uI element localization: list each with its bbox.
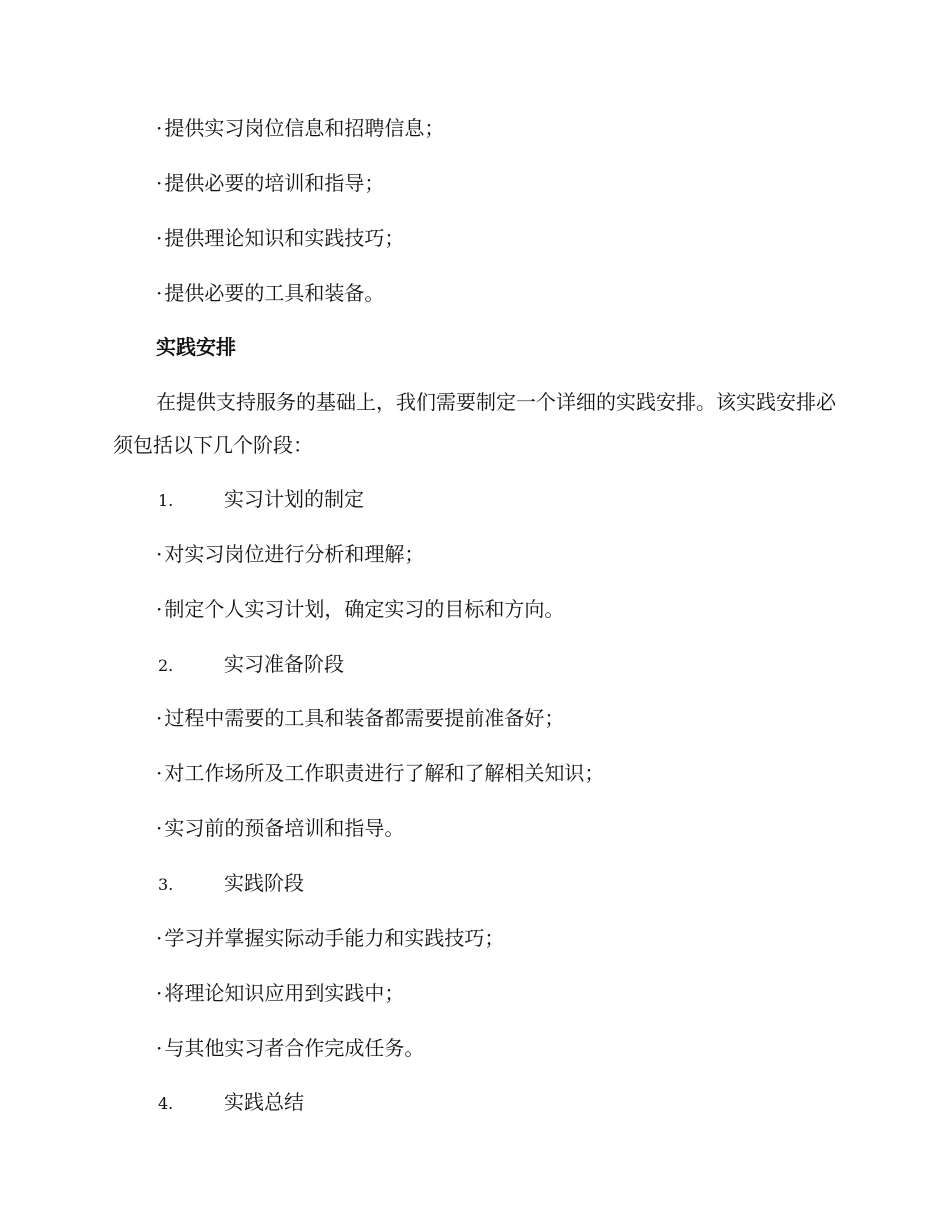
stage-number: 4. [158, 1094, 174, 1113]
stage-bullet-text: 将理论知识应用到实践中； [164, 981, 405, 1005]
stage-bullet-text: 对工作场所及工作职责进行了解和了解相关知识； [164, 761, 605, 785]
stage-title: 实习准备阶段 [224, 652, 344, 676]
intro-bullet-item [156, 279, 384, 307]
bullet-icon: · [156, 926, 163, 950]
stage-bullet-item [156, 924, 504, 952]
stage-bullet-item [156, 979, 404, 1007]
intro-bullet-text: 提供理论知识和实践技巧； [164, 226, 405, 250]
stage-heading [158, 650, 344, 680]
bullet-icon: · [156, 816, 163, 840]
stage-title: 实践总结 [224, 1090, 304, 1114]
bullet-icon: · [156, 116, 163, 140]
stage-bullet-text: 过程中需要的工具和装备都需要提前准备好； [164, 706, 565, 730]
bullet-icon: · [156, 281, 163, 305]
stage-title: 实习计划的制定 [224, 487, 364, 511]
bullet-icon: · [156, 981, 163, 1005]
stage-bullet-item [156, 759, 604, 787]
intro-bullet-text: 提供实习岗位信息和招聘信息； [164, 116, 445, 140]
intro-bullet-item [156, 169, 384, 197]
bullet-icon: · [156, 761, 163, 785]
stage-number: 3. [158, 875, 174, 894]
bullet-icon: · [156, 542, 163, 566]
bullet-icon: · [156, 1036, 163, 1060]
bullet-icon: · [156, 171, 163, 195]
intro-bullet-text: 提供必要的工具和装备。 [164, 281, 385, 305]
stage-heading [158, 485, 364, 515]
intro-bullet-item [156, 114, 444, 142]
stage-bullet-text: 与其他实习者合作完成任务。 [164, 1036, 425, 1060]
section-heading: 实践安排 [156, 335, 236, 359]
stage-title: 实践阶段 [224, 871, 304, 895]
stage-heading [158, 1088, 304, 1118]
intro-bullet-text: 提供必要的培训和指导； [164, 171, 385, 195]
bullet-icon: · [156, 226, 163, 250]
intro-bullet-item [156, 224, 404, 252]
section-paragraph: 在提供支持服务的基础上，我们需要制定一个详细的实践安排。该实践安排必须包括以下几个阶段： [113, 390, 836, 457]
stage-bullet-item [156, 595, 564, 623]
bullet-icon: · [156, 706, 163, 730]
stage-heading [158, 869, 304, 899]
stage-bullet-item [156, 1034, 424, 1062]
bullet-icon: · [156, 597, 163, 621]
stage-number: 1. [158, 491, 174, 510]
stage-bullet-item [156, 540, 424, 568]
stage-bullet-text: 学习并掌握实际动手能力和实践技巧； [164, 926, 505, 950]
stage-bullet-text: 制定个人实习计划，确定实习的目标和方向。 [164, 597, 565, 621]
stage-bullet-text: 对实习岗位进行分析和理解； [164, 542, 425, 566]
stage-number: 2. [158, 656, 174, 675]
stage-bullet-item [156, 704, 564, 732]
stage-bullet-text: 实习前的预备培训和指导。 [164, 816, 405, 840]
stage-bullet-item [156, 814, 404, 842]
